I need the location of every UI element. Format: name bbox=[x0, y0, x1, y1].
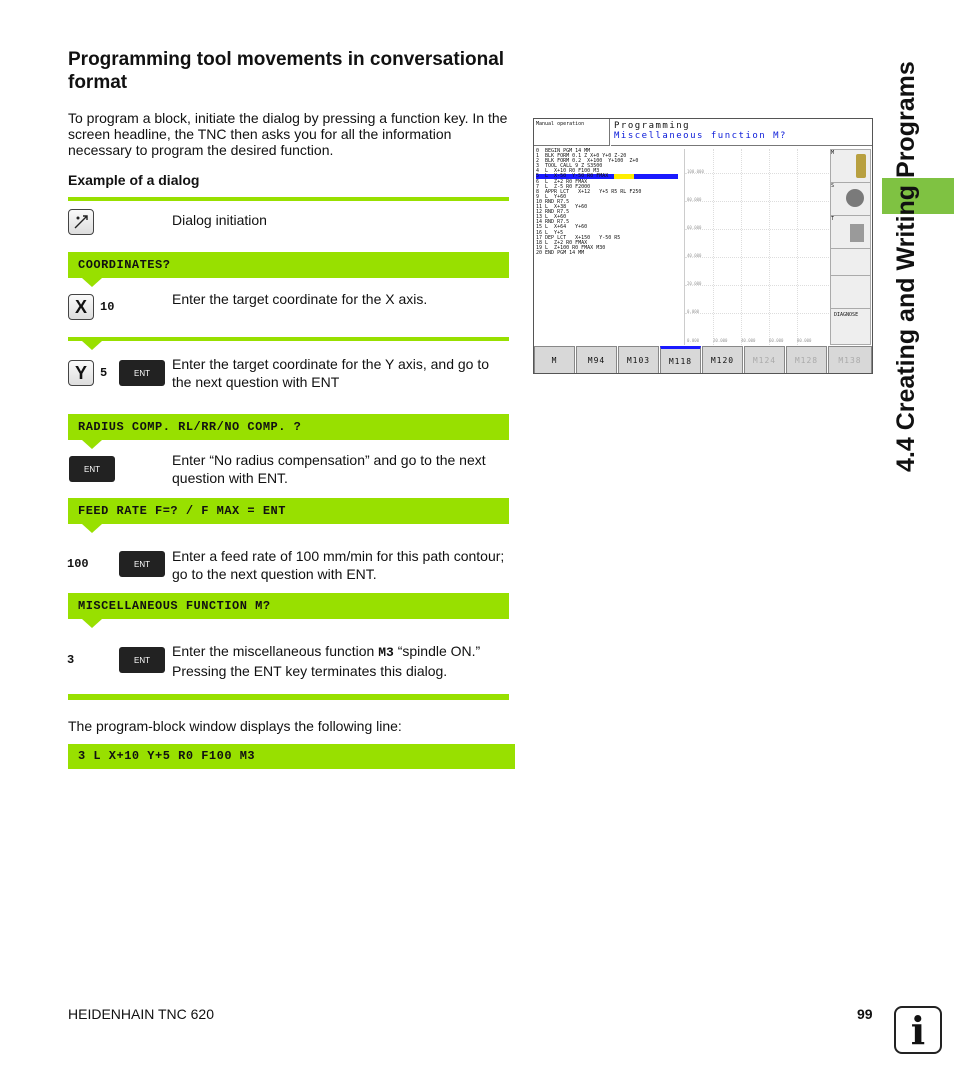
ent-key: ENT bbox=[69, 456, 115, 482]
ent-key: ENT bbox=[119, 360, 165, 386]
arrow-down-icon bbox=[82, 278, 102, 287]
step-desc: Enter the miscellaneous function M3 “spindle ON.” Pressing the ENT key terminates this dialog. bbox=[172, 643, 481, 679]
grid-label: 60.000 bbox=[769, 338, 784, 343]
step-value: 100 bbox=[67, 557, 89, 571]
screen-headline bbox=[611, 119, 872, 146]
grid-label: 80.000 bbox=[797, 338, 812, 343]
t-softkey: T bbox=[830, 215, 871, 249]
grid-label: 40.000 bbox=[687, 253, 702, 258]
spindle-speed-icon bbox=[846, 189, 864, 207]
side-softkeys bbox=[830, 149, 872, 345]
outro-text: The program-block window displays the following line: bbox=[68, 718, 402, 734]
step-desc: Enter the target coordinate for the X axis. bbox=[172, 291, 428, 307]
grid-label: 40.000 bbox=[741, 338, 756, 343]
step-value: 3 bbox=[67, 653, 75, 667]
operating-mode: Manual operation bbox=[534, 119, 610, 146]
info-icon: i bbox=[894, 1006, 942, 1054]
arrow-down-icon bbox=[82, 524, 102, 533]
graphics-window bbox=[684, 149, 831, 345]
dialog-prompt: COORDINATES? bbox=[68, 252, 509, 278]
example-heading: Example of a dialog bbox=[68, 172, 200, 188]
chapter-title: 4.4 Creating and Writing Programs bbox=[892, 61, 920, 472]
softkey: M118 bbox=[660, 346, 701, 374]
softkey: M128 bbox=[786, 346, 827, 374]
x-axis-key: X bbox=[68, 294, 94, 320]
m-softkey: M bbox=[830, 149, 871, 183]
divider bbox=[68, 197, 509, 201]
empty-softkey bbox=[830, 248, 871, 276]
divider bbox=[68, 337, 509, 341]
step-desc: Enter a feed rate of 100 mm/min for this path contour; go to the next question with ENT. bbox=[172, 548, 505, 582]
tool-icon bbox=[850, 224, 864, 242]
softkey: M103 bbox=[618, 346, 659, 374]
ent-key: ENT bbox=[119, 551, 165, 577]
empty-softkey bbox=[830, 275, 871, 309]
step-desc: Enter the target coordinate for the Y axis, and go to the next question with ENT bbox=[172, 356, 490, 390]
diagnose-softkey: DIAGNOSE bbox=[830, 308, 871, 345]
s-softkey: S bbox=[830, 182, 871, 216]
path-function-key-icon bbox=[68, 209, 94, 235]
result-block-line: 3 L X+10 Y+5 R0 F100 M3 bbox=[68, 744, 515, 769]
grid-label: 60.000 bbox=[687, 225, 702, 230]
arrow-down-icon bbox=[82, 341, 102, 350]
headline-prompt: Miscellaneous function M? bbox=[614, 131, 787, 141]
grid-label: 0.000 bbox=[687, 338, 700, 343]
step-desc: Dialog initiation bbox=[172, 212, 267, 228]
grid-label: 0.000 bbox=[687, 309, 700, 314]
dialog-prompt: MISCELLANEOUS FUNCTION M? bbox=[68, 593, 509, 619]
page-number: 99 bbox=[857, 1006, 873, 1022]
spindle-icon bbox=[856, 154, 866, 178]
intro-paragraph: To program a block, initiate the dialog by pressing a function key. In the screen headline, the TNC then asks you for all the information necessary to program the desired function. bbox=[68, 110, 508, 158]
page-title: Programming tool movements in conversational format bbox=[68, 49, 505, 93]
softkey: M124 bbox=[744, 346, 785, 374]
grid-label: 100.000 bbox=[687, 169, 704, 174]
y-axis-key: Y bbox=[68, 360, 94, 386]
program-listing: 0 BEGIN PGM 14 MM 1 BLK FORM 0.1 Z X+0 Y+0 Z-20 2 BLK FORM 0.2 X+100 Y+100 Z+0 3 TOOL CALL 9 Z S3500 4 L X+10 R0 F100 M3 5 L X-50 Y-50 R0 FMAX 6 L Z+2 R0 FMAX 7 L Z-5 R0 F2000 8 APPR LCT X+12 Y+5 R5 RL F250 9 L Y+60 10 RND R7.5 11 L X+38 Y+60 12 RND R7.5 13 L X+60 14 RND R7.5 15 L X+64 Y+60 16 L Y+5 17 DEP LCT X+150 Y-50 R5 18 L Z+2 R0 FMAX 19 L Z+100 R0 FMAX M30 20 END PGM 14 MM bbox=[536, 148, 642, 256]
softkey: M94 bbox=[576, 346, 617, 374]
tnc-screen bbox=[533, 118, 873, 374]
step-desc: Enter “No radius compensation” and go to the next question with ENT. bbox=[172, 452, 486, 486]
grid-label: 80.000 bbox=[687, 197, 702, 202]
dialog-prompt: FEED RATE F=? / F MAX = ENT bbox=[68, 498, 509, 524]
divider bbox=[68, 694, 509, 700]
grid-label: 20.000 bbox=[713, 338, 728, 343]
step-value: 10 bbox=[100, 300, 115, 314]
softkey: M bbox=[534, 346, 575, 374]
step-value: 5 bbox=[100, 366, 108, 380]
arrow-down-icon bbox=[82, 440, 102, 449]
dialog-prompt: RADIUS COMP. RL/RR/NO COMP. ? bbox=[68, 414, 509, 440]
grid-label: 20.000 bbox=[687, 281, 702, 286]
softkey: M138 bbox=[828, 346, 872, 374]
arrow-down-icon bbox=[82, 619, 102, 628]
softkey: M120 bbox=[702, 346, 743, 374]
ent-key: ENT bbox=[119, 647, 165, 673]
footer-brand: HEIDENHAIN TNC 620 bbox=[68, 1006, 215, 1022]
headline-mode: Programming bbox=[614, 121, 691, 131]
